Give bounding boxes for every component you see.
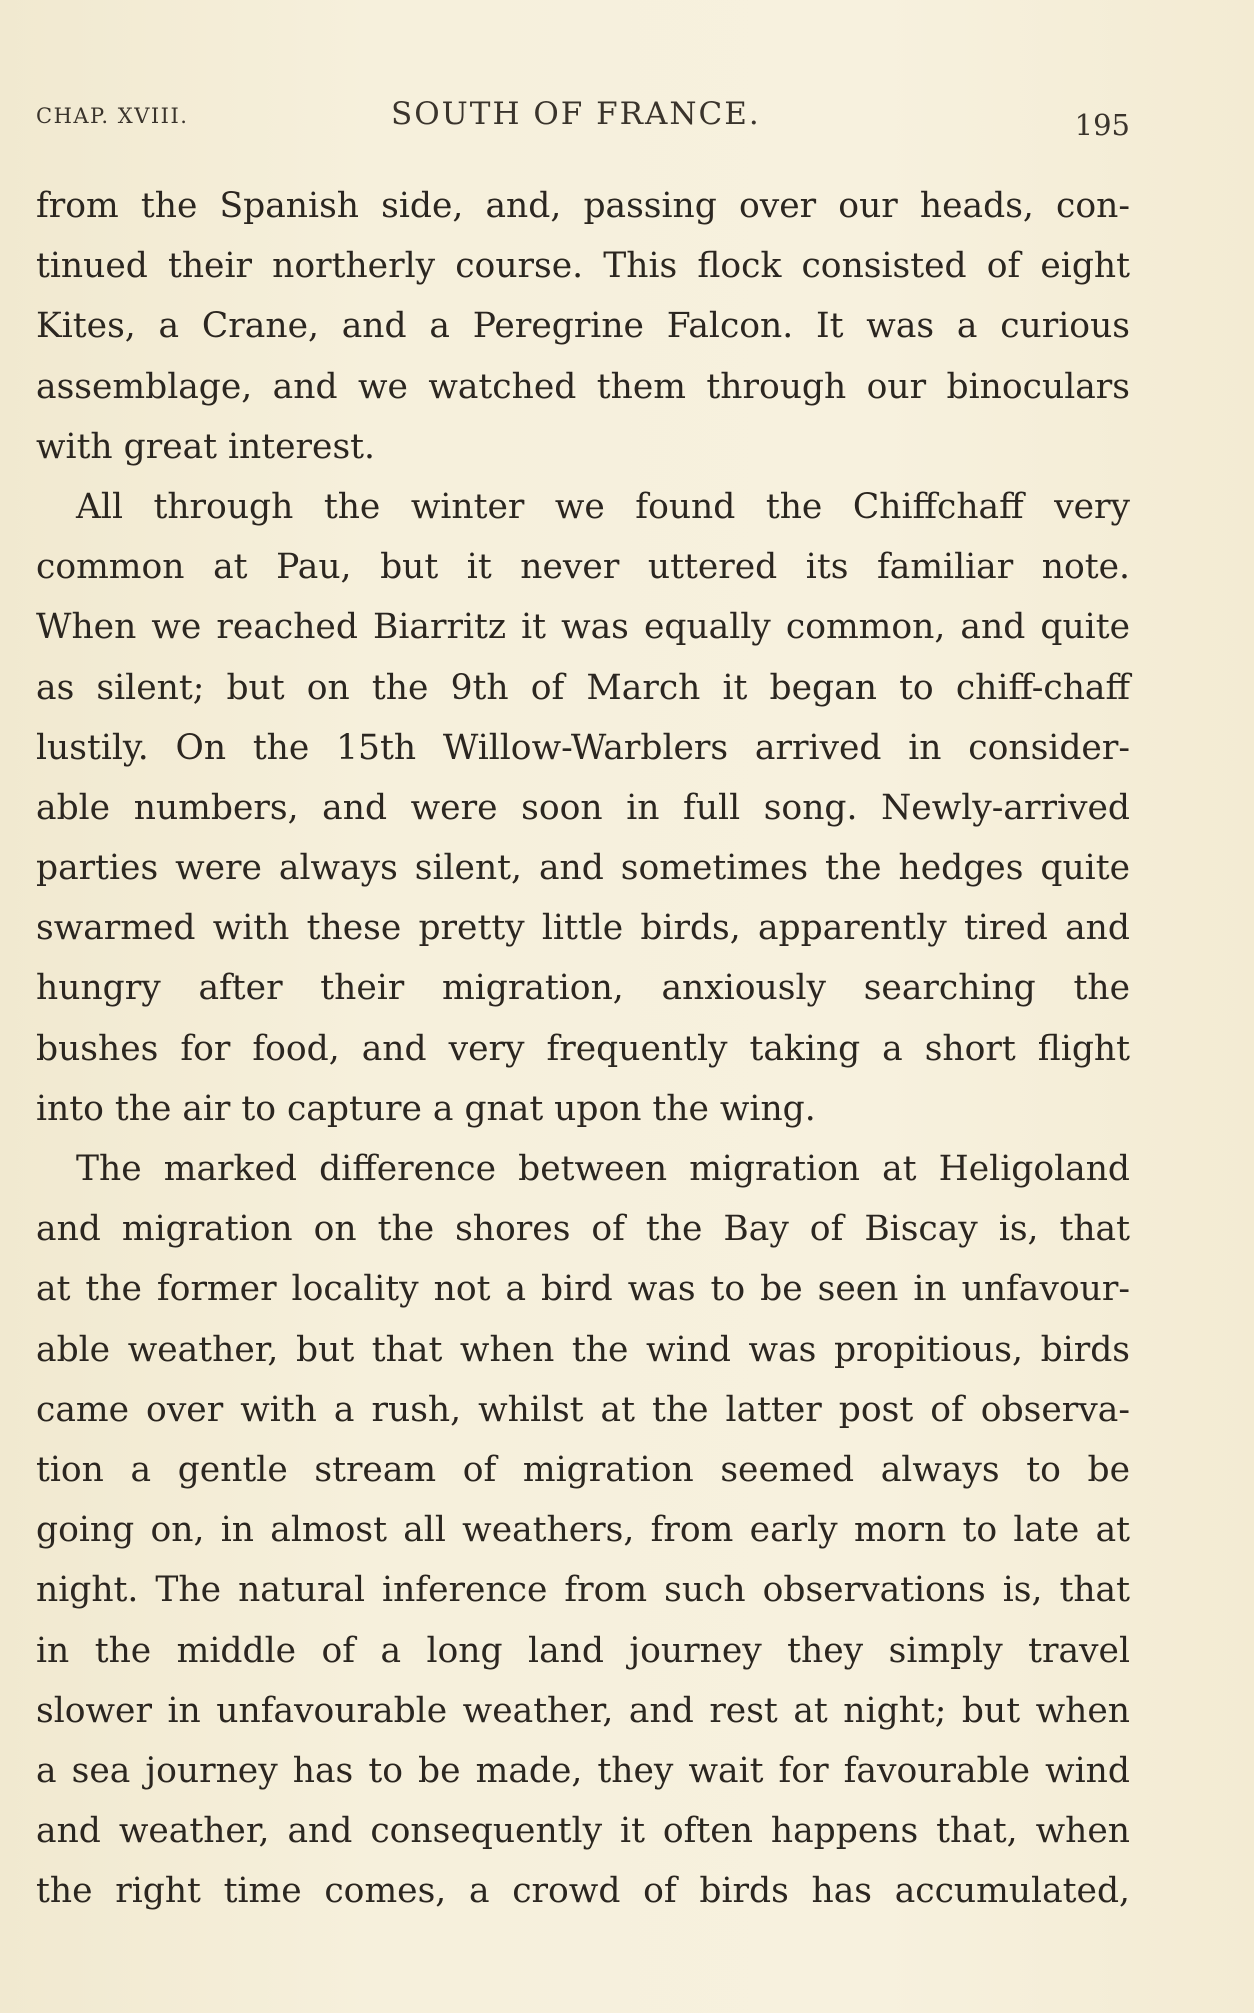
text-line: as silent; but on the 9th of March it began to chiff-chaff: [36, 667, 1130, 708]
text-line: The marked difference between migration at Heligoland: [76, 1149, 1130, 1189]
text-line: hungry after their migration, anxiously searching the: [36, 968, 1130, 1009]
text-line: the right time comes, a crowd of birds has accumulated,: [36, 1871, 1130, 1912]
text-line: into the air to capture a gnat upon the wing.: [36, 1088, 816, 1129]
text-line: Kites, a Crane, and a Peregrine Falcon. It was a curious: [36, 306, 1130, 347]
text-line: swarmed with these pretty little birds, apparently tired and: [36, 908, 1130, 949]
text-line: All through the winter we found the Chiffchaff very: [76, 486, 1130, 527]
text-line: able weather, but that when the wind was propitious, birds: [36, 1329, 1130, 1370]
text-line: lustily. On the 15th Willow-Warblers arrived in consider-: [36, 727, 1130, 768]
text-line: and weather, and consequently it often happens that, when: [36, 1811, 1130, 1852]
text-line: common at Pau, but it never uttered its familiar note.: [36, 547, 1130, 588]
chapter-label: CHAP. XVIII.: [36, 104, 189, 128]
running-head: [36, 96, 1130, 146]
page-title: SOUTH OF FRANCE.: [391, 96, 761, 132]
body-text: [36, 176, 1130, 1921]
text-line: slower in unfavourable weather, and rest at night; but when: [36, 1690, 1130, 1731]
page-number: 195: [1074, 108, 1130, 142]
text-line: from the Spanish side, and, passing over our heads, con-: [36, 186, 1130, 226]
text-line: with great interest.: [36, 426, 375, 467]
text-line: When we reached Biarritz it was equally common, and quite: [36, 607, 1130, 648]
text-line: parties were always silent, and sometimes the hedges quite: [36, 848, 1130, 889]
text-line: a sea journey has to be made, they wait for favourable wind: [36, 1750, 1130, 1791]
text-line: night. The natural inference from such observations is, that: [36, 1570, 1130, 1611]
text-line: bushes for food, and very frequently taking a short flight: [36, 1028, 1130, 1069]
text-line: at the former locality not a bird was to be seen in unfavour-: [36, 1269, 1130, 1310]
text-line: tion a gentle stream of migration seemed always to be: [36, 1449, 1130, 1490]
text-line: and migration on the shores of the Bay of Biscay is, that: [36, 1209, 1130, 1250]
text-line: going on, in almost all weathers, from early morn to late at: [36, 1510, 1130, 1551]
text-line: able numbers, and were soon in full song. Newly-arrived: [36, 787, 1130, 828]
text-line: in the middle of a long land journey they simply travel: [36, 1630, 1130, 1671]
text-line: came over with a rush, whilst at the latter post of observa-: [36, 1389, 1130, 1430]
text-line: assemblage, and we watched them through our binoculars: [36, 366, 1130, 407]
text-line: tinued their northerly course. This flock consisted of eight: [36, 246, 1130, 287]
